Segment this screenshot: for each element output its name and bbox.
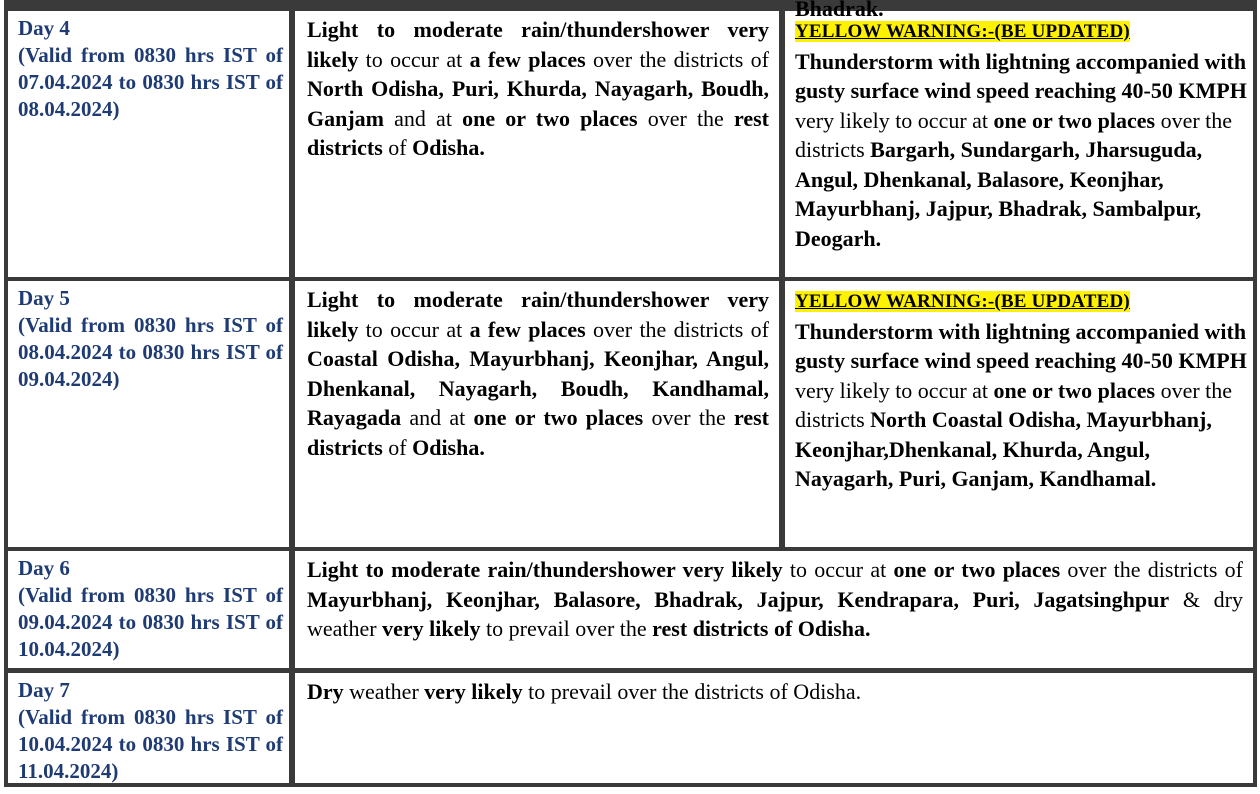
bold-text-run: a few places [469, 46, 586, 72]
day5-label-cell [8, 281, 289, 547]
bold-text-run: one or two places [993, 377, 1156, 403]
bold-text-run: North Odisha, Puri, Khurda, Nayagarh, Boudh, Ganjam [307, 76, 769, 131]
text-run: over the districts of [1060, 557, 1243, 582]
bold-text-run: Light to moderate rain/thundershower very likely [307, 287, 769, 342]
validity-text: (Valid from 0830 hrs IST of 08.04.2024 to 0830 hrs IST of 09.04.2024) [18, 313, 283, 391]
bold-text-run: one or two places [993, 107, 1156, 133]
text-run: to occur at [358, 46, 470, 72]
warning-text [795, 47, 1247, 254]
bold-text-run: Light to moderate rain/thundershower very likely [307, 17, 769, 72]
text-run: over the districts of [585, 316, 769, 342]
day4-label-cell [8, 11, 289, 277]
bold-text-run: Odisha. [412, 434, 485, 460]
day-label: Day 4 [18, 16, 70, 40]
text-run: over the [637, 105, 734, 131]
forecast-table [4, 0, 1257, 787]
day7-label-cell [8, 673, 289, 783]
text-run: and at [384, 105, 463, 131]
day5-warning-cell [785, 281, 1253, 547]
text-run: of [382, 135, 413, 160]
bold-text-run: Thunderstorm with lightning accompanied with gusty surface wind speed reaching 40-50 KMPH [795, 318, 1247, 373]
bold-text-run: Odisha. [412, 135, 485, 160]
warning-text [795, 317, 1247, 494]
bold-text-run: Light to moderate rain/thundershower very likely [307, 557, 783, 582]
text-run: to prevail over the [480, 616, 653, 641]
bold-text-run: Dry [307, 679, 344, 704]
yellow-warning-tag: YELLOW WARNING:-(BE UPDATED) [795, 291, 1130, 312]
text-run: to occur at [358, 316, 470, 342]
text-run: and at [401, 405, 474, 430]
text-run: to occur at [782, 557, 894, 582]
text-run: very likely to occur at [795, 377, 994, 403]
text-run: over the districts of [585, 46, 769, 72]
day-label: Day 7 [18, 678, 70, 702]
day6-rainfall-cell [295, 551, 1253, 668]
day7-rainfall-cell [295, 673, 1253, 783]
bold-text-run: rest districts [307, 405, 769, 460]
day-label: Day 6 [18, 556, 70, 580]
bold-text-run: very likely [382, 616, 481, 641]
bold-text-run: rest districts of Odisha. [652, 616, 871, 641]
text-run: weather [343, 679, 425, 704]
bold-text-run: Mayurbhanj, Keonjhar, Balasore, Bhadrak, Jajpur, Kendrapara, Puri, Jagatsinghpur [307, 586, 1170, 612]
bold-text-run: Thunderstorm with lightning accompanied with gusty surface wind speed reaching 40-50 KMPH [795, 48, 1247, 103]
bold-text-run: rest districts [307, 105, 769, 160]
rainfall-text [307, 555, 1243, 644]
bold-text-run: one or two places [893, 557, 1061, 582]
text-run: to prevail over the districts of Odisha. [522, 679, 862, 704]
day4-warning-cell [785, 0, 1253, 277]
day4-rainfall-cell [295, 11, 779, 277]
rainfall-text [307, 15, 769, 163]
bold-text-run: very likely [424, 679, 523, 704]
text-run: of [382, 434, 413, 460]
text-run: & dry weather [307, 586, 1243, 641]
bold-text-run: one or two places [462, 105, 638, 131]
text-run: over the districts [795, 377, 1233, 432]
rainfall-text [307, 285, 769, 462]
bold-text-run: North Coastal Odisha, Mayurbhanj, Keonjhar,Dhenkanal, Khurda, Angul, Nayagarh, Puri, Ganjam, Kandhamal. [795, 407, 1212, 491]
rainfall-text [307, 677, 1243, 707]
validity-text: (Valid from 0830 hrs IST of 09.04.2024 to 0830 hrs IST of 10.04.2024) [18, 583, 283, 661]
bold-text-run: Bargarh, Sundargarh, Jharsuguda, Angul, Dhenkanal, Balasore, Keonjhar, Mayurbhanj, Jajpur, Bhadrak, Sambalpur, Deogarh. [795, 137, 1203, 251]
bold-text-run: one or two places [473, 405, 644, 430]
day5-rainfall-cell [295, 281, 779, 547]
day-label: Day 5 [18, 286, 70, 310]
yellow-warning-tag: YELLOW WARNING:-(BE UPDATED) [795, 21, 1130, 42]
text-run: very likely to occur at [795, 107, 994, 133]
bold-text-run: Coastal Odisha, Mayurbhanj, Keonjhar, Angul, Dhenkanal, Nayagarh, Boudh, Kandhamal, Rayagada [307, 346, 769, 430]
cut-off-text: Bhadrak. [795, 0, 884, 21]
text-run: over the districts [795, 107, 1233, 162]
validity-text: (Valid from 0830 hrs IST of 07.04.2024 to 0830 hrs IST of 08.04.2024) [18, 43, 283, 121]
day6-label-cell [8, 551, 289, 668]
text-run: over the [643, 405, 734, 430]
bold-text-run: a few places [469, 316, 586, 342]
validity-text: (Valid from 0830 hrs IST of 10.04.2024 to 0830 hrs IST of 11.04.2024) [18, 705, 283, 783]
